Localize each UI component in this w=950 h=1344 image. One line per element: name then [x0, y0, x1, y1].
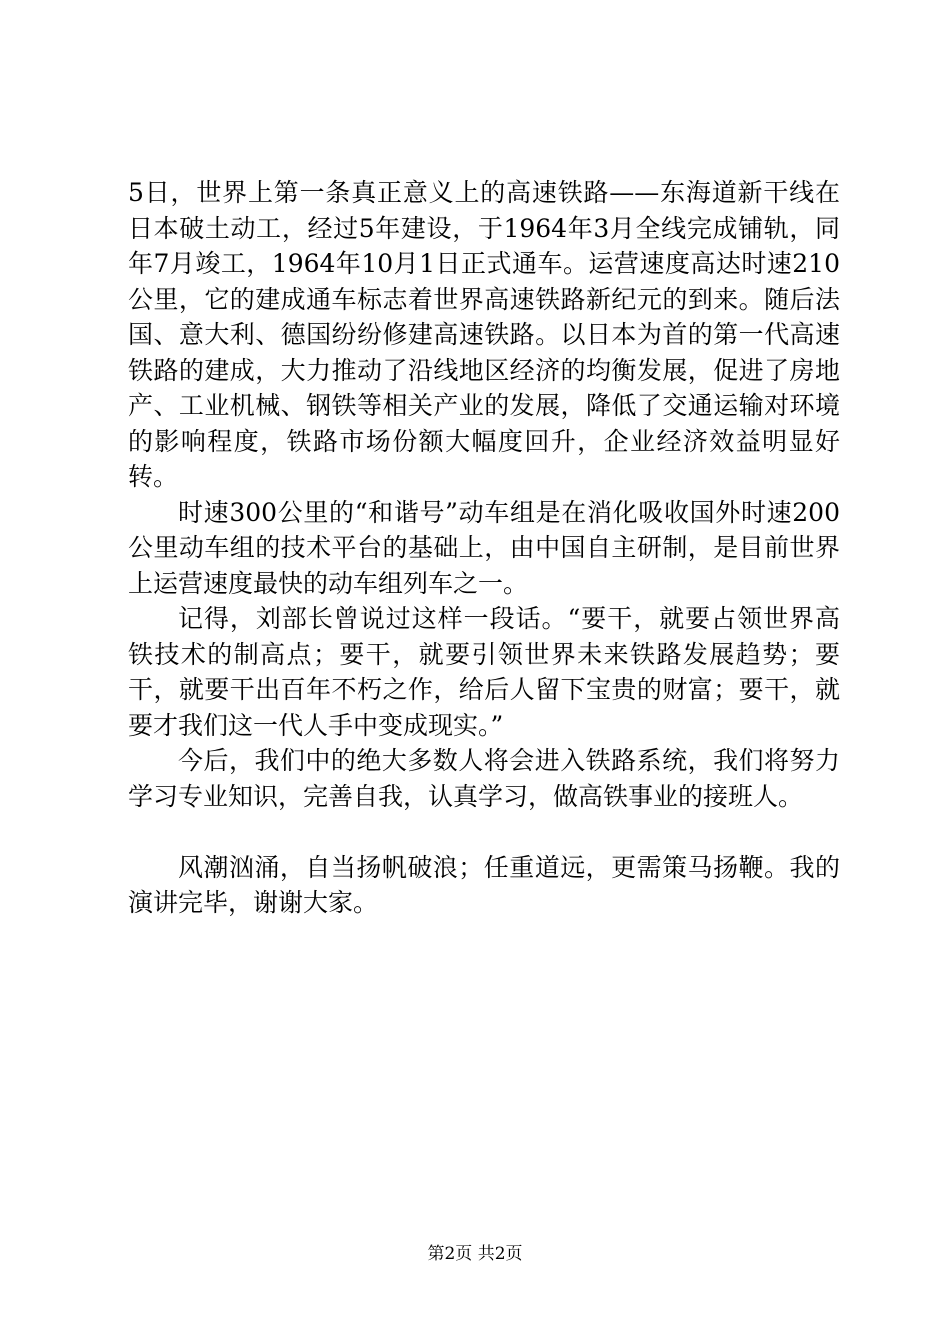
paragraph-future-commitment: 今后，我们中的绝大多数人将会进入铁路系统，我们将努力学习专业知识，完善自我，认真学习，做高铁事业的接班人。 — [128, 746, 840, 811]
paragraph-gap — [128, 814, 840, 850]
paragraph-closing: 风潮汹涌，自当扬帆破浪；任重道远，更需策马扬鞭。我的演讲完毕，谢谢大家。 — [128, 852, 840, 917]
paragraph-high-speed-rail-history: 5日，世界上第一条真正意义上的高速铁路——东海道新干线在日本破土动工，经过5年建设，于1964年3月全线完成铺轨，同年7月竣工，1964年10月1日正式通车。运营速度高达时速210公里，它的建成通车标志着世界高速铁路新纪元的到来。随后法国、意大利、德国纷纷修建高速铁路。以日本为首的第一代高速铁路的建成，大力推动了沿线地区经济的均衡发展，促进了房地产、工业机械、钢铁等相关产业的发展，降低了交通运输对环境的影响程度，铁路市场份额大幅度回升，企业经济效益明显好转。 — [128, 178, 840, 491]
paragraph-minister-quote: 记得，刘部长曾说过这样一段话。“要干，就要占领世界高铁技术的制高点；要干，就要引领世界未来铁路发展趋势；要干，就要干出百年不朽之作，给后人留下宝贵的财富；要干，就要才我们这一代人手中变成现实。” — [128, 604, 840, 740]
paragraph-hexie-emu: 时速300公里的“和谐号”动车组是在消化吸收国外时速200公里动车组的技术平台的基础上，由中国自主研制，是目前世界上运营速度最快的动车组列车之一。 — [128, 497, 840, 598]
page-footer: 第2页 共2页 — [427, 1244, 523, 1264]
document-body — [128, 175, 840, 921]
